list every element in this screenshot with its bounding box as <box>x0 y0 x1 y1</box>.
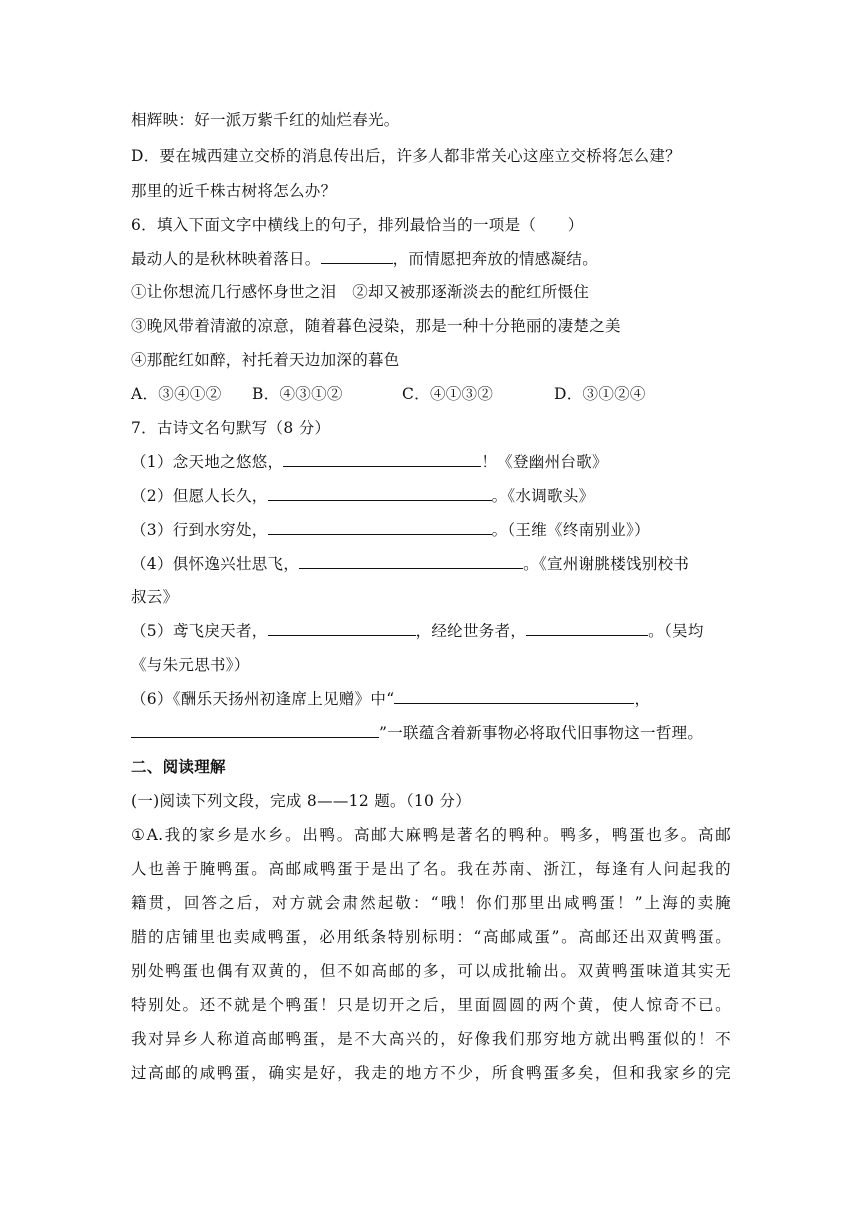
prompt-text: 。（吴均 <box>648 622 704 640</box>
prompt-text: ， <box>634 690 651 708</box>
sentence-3: ③晚风带着清澈的凉意，随着暮色浸染，那是一种十分艳丽的凄楚之美 <box>131 317 621 335</box>
question-7-item-2 <box>131 486 731 506</box>
question-7-item-1 <box>131 452 731 472</box>
question-7-item-6-cont <box>131 723 731 743</box>
prompt-text: ，经纶世务者， <box>415 622 527 640</box>
question-7-item-4-cont: 叔云》 <box>131 588 179 606</box>
prompt-text: （4）俱怀逸兴壮思飞， <box>131 555 300 573</box>
answer-blank[interactable] <box>268 621 416 636</box>
question-6-title: 6．填入下面文字中横线上的句子，排列最恰当的一项是（ ） <box>131 216 584 234</box>
question-6-options <box>131 384 731 404</box>
prompt-text: 。（王维《终南别业》） <box>491 521 650 539</box>
text-line: 相辉映：好一派万紫千红的灿烂春光。 <box>131 111 400 129</box>
passage-line: 籍贯，回答之后，对方就会肃然起敬：“哦！你们那里出咸鸭蛋！”上海的卖腌 <box>131 894 731 912</box>
prompt-text: 。《水调歌头》 <box>491 487 595 505</box>
prompt-text: （5）鸢飞戾天者， <box>131 622 268 640</box>
prompt-text: ！《登幽州台歌》 <box>481 453 608 471</box>
section-2-heading: 二、阅读理解 <box>131 757 226 776</box>
question-7-item-5-cont: 《与朱元思书》） <box>131 656 250 674</box>
option-b[interactable]: B．④③①② <box>252 385 343 403</box>
question-7-item-3 <box>131 520 731 540</box>
answer-blank[interactable] <box>321 249 393 264</box>
passage-line: 特别处。还不就是个鸭蛋！只是切开之后，里面圆圆的两个黄，使人惊奇不已。 <box>131 996 731 1014</box>
passage-line: 人也善于腌鸭蛋。高邮咸鸭蛋于是出了名。我在苏南、浙江，每逢有人问起我的 <box>131 860 731 878</box>
answer-blank[interactable] <box>526 621 648 636</box>
prompt-text: （6）《酬乐天扬州初逢席上见赠》中“ <box>131 690 395 708</box>
answer-blank[interactable] <box>394 689 634 704</box>
question-7-title: 7．古诗文名句默写（8 分） <box>131 419 331 437</box>
option-c[interactable]: C．④①③② <box>402 385 494 403</box>
question-7-item-6 <box>131 689 731 709</box>
option-a[interactable]: A．③④①② <box>131 385 222 403</box>
option-d[interactable]: D．③①②④ <box>554 385 646 403</box>
option-d-line: D．要在城西建立交桥的消息传出后，许多人都非常关心这座立交桥将怎么建？ <box>131 147 681 165</box>
passage-line: 过高邮的咸鸭蛋，确实是好，我走的地方不少，所食鸭蛋多矣，但和我家乡的完 <box>131 1064 731 1082</box>
sentence-1-2: ①让你想流几行感怀身世之泪 ②却又被那逐渐淡去的酡红所慑住 <box>131 283 590 301</box>
passage-line: 我对异乡人称道高邮鸭蛋，是不大高兴的，好像我们那穷地方就出鸭蛋似的！不 <box>131 1030 731 1048</box>
passage-line: 腊的店铺里也卖咸鸭蛋，必用纸条特别标明：“高邮咸蛋”。高邮还出双黄鸭蛋。 <box>131 928 731 946</box>
stem-text: 最动人的是秋林映着落日。 <box>131 250 321 268</box>
sentence-4: ④那酡红如醉，衬托着天边加深的暮色 <box>131 351 400 369</box>
question-7-item-4 <box>131 554 731 574</box>
prompt-text: 。《宣州谢朓楼饯别校书 <box>523 555 690 573</box>
answer-blank[interactable] <box>131 723 379 738</box>
question-6-stem <box>131 249 731 269</box>
prompt-text: （1）念天地之悠悠， <box>131 453 284 471</box>
prompt-text: （3）行到水穷处， <box>131 521 268 539</box>
answer-blank[interactable] <box>268 520 492 535</box>
question-7-item-5 <box>131 621 731 641</box>
stem-text: ，而情愿把奔放的情感凝结。 <box>392 250 599 268</box>
passage-line: 别处鸭蛋也偶有双黄的，但不如高邮的多，可以成批输出。双黄鸭蛋味道其实无 <box>131 962 731 980</box>
answer-blank[interactable] <box>299 554 523 569</box>
prompt-text: （2）但愿人长久， <box>131 487 268 505</box>
reading-intro: (一)阅读下列文段，完成 8——12 题。（10 分） <box>131 792 472 810</box>
text-line: 那里的近千株古树将怎么办？ <box>131 182 337 200</box>
answer-blank[interactable] <box>268 486 492 501</box>
prompt-text: ”一联蕴含着新事物必将取代旧事物这一哲理。 <box>379 724 704 742</box>
answer-blank[interactable] <box>283 452 481 467</box>
passage-line: ①A.我的家乡是水乡。出鸭。高邮大麻鸭是著名的鸭种。鸭多，鸭蛋也多。高邮 <box>131 826 731 844</box>
